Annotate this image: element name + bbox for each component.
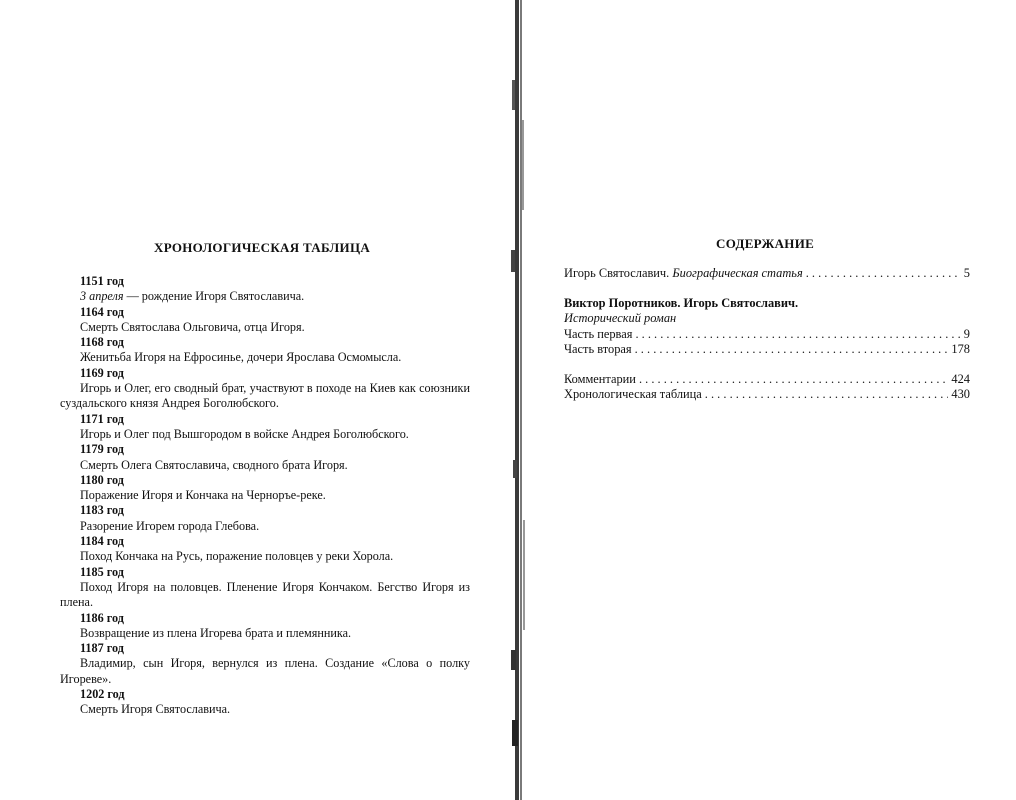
toc-item-part-one[interactable] [564,327,970,343]
chronology-entry [60,473,470,504]
entry-text-rest: — рождение Игоря Святославича. [123,289,305,304]
toc-leader-dots [635,327,960,343]
entry-text: Поход Игоря на половцев. Пленение Игоря Кончаком. Бегство Игоря из плена. [60,579,470,610]
chronology-entry [60,611,470,642]
entry-text: Разорение Игорем города Глебова. [80,518,260,533]
chronology-entry [60,305,470,336]
entry-year: 1171 год [80,411,124,426]
toc-item-chronology[interactable] [564,387,970,403]
toc-page-number: 430 [951,387,970,401]
entry-text: Смерть Святослава Ольговича, отца Игоря. [80,319,305,334]
entry-year: 1183 год [80,503,124,518]
entry-text: Игорь и Олег, его сводный брат, участвуют в походе на Киев как союзники суздальского князя Андрея Боголюбского. [60,381,470,411]
toc-section [564,372,970,403]
toc-item-comments[interactable] [564,372,970,388]
entry-year: 1202 год [80,687,125,702]
contents-heading: СОДЕРЖАНИЕ [716,236,815,251]
chronology-table [60,274,470,718]
toc-label-italic: Биографическая статья [672,266,803,280]
entry-year: 1179 год [80,442,124,457]
toc-item-label: Часть первая [564,326,633,341]
entry-text: Владимир, сын Игоря, вернулся из плена. Создание «Слова о полку Игореве». [60,656,470,686]
toc-leader-dots [705,387,949,403]
chronology-entry [60,503,470,534]
table-of-contents [564,266,970,417]
entry-text: Возвращение из плена Игорева брата и племянника. [80,625,352,640]
entry-year: 1186 год [80,610,124,625]
entry-text: Смерть Олега Святославича, сводного брата Игоря. [80,457,348,472]
chronology-heading: ХРОНОЛОГИЧЕСКАЯ ТАБЛИЦА [154,240,371,255]
entry-date: 3 апреля [80,289,124,304]
chronology-entry [60,641,470,687]
right-page [528,0,1016,800]
entry-year: 1187 год [80,641,124,656]
toc-leader-dots [635,342,949,358]
toc-author-line: Виктор Поротников. Игорь Святославич. [564,295,799,310]
toc-leader-dots [639,372,948,388]
toc-page-number: 424 [951,371,970,386]
toc-section [564,296,970,358]
entry-text: Поход Кончака на Русь, поражение половцев у реки Хорола. [80,549,394,564]
toc-subtitle: Исторический роман [564,311,677,325]
toc-page-number: 9 [963,326,970,341]
toc-item-label [564,266,803,282]
toc-item-part-two[interactable] [564,342,970,358]
chronology-entry [60,687,470,718]
toc-item-label: Часть вторая [564,342,632,356]
entry-text: Женитьба Игоря на Ефросинье, дочери Ярослава Осмомысла. [80,350,402,365]
toc-item-label: Комментарии [564,371,636,386]
chronology-entry [60,565,470,611]
entry-year: 1168 год [80,335,124,350]
chronology-entry [60,412,470,443]
toc-item-biography[interactable] [564,266,970,282]
toc-section [564,266,970,282]
chronology-entry [60,366,470,412]
toc-leader-dots [806,266,961,282]
entry-year: 1185 год [80,564,124,579]
chronology-entry [60,274,470,305]
entry-text: Поражение Игоря и Кончака на Черноръе-реке. [80,488,326,503]
toc-page-number: 5 [963,266,970,280]
toc-item-label: Хронологическая таблица [564,387,702,401]
entry-text: Игорь и Олег под Вышгородом в войске Андрея Боголюбского. [80,426,409,441]
chronology-entry [60,534,470,565]
toc-label-plain: Игорь Святославич. [564,266,673,280]
entry-year: 1164 год [80,304,124,319]
entry-year: 1169 год [80,365,124,380]
entry-text [60,289,470,304]
chronology-entry [60,335,470,366]
entry-text: Смерть Игоря Святославича. [80,702,231,717]
entry-year: 1180 год [80,472,124,487]
entry-year: 1184 год [80,534,124,549]
chronology-entry [60,442,470,473]
toc-page-number: 178 [951,342,970,356]
entry-year: 1151 год [80,274,124,288]
